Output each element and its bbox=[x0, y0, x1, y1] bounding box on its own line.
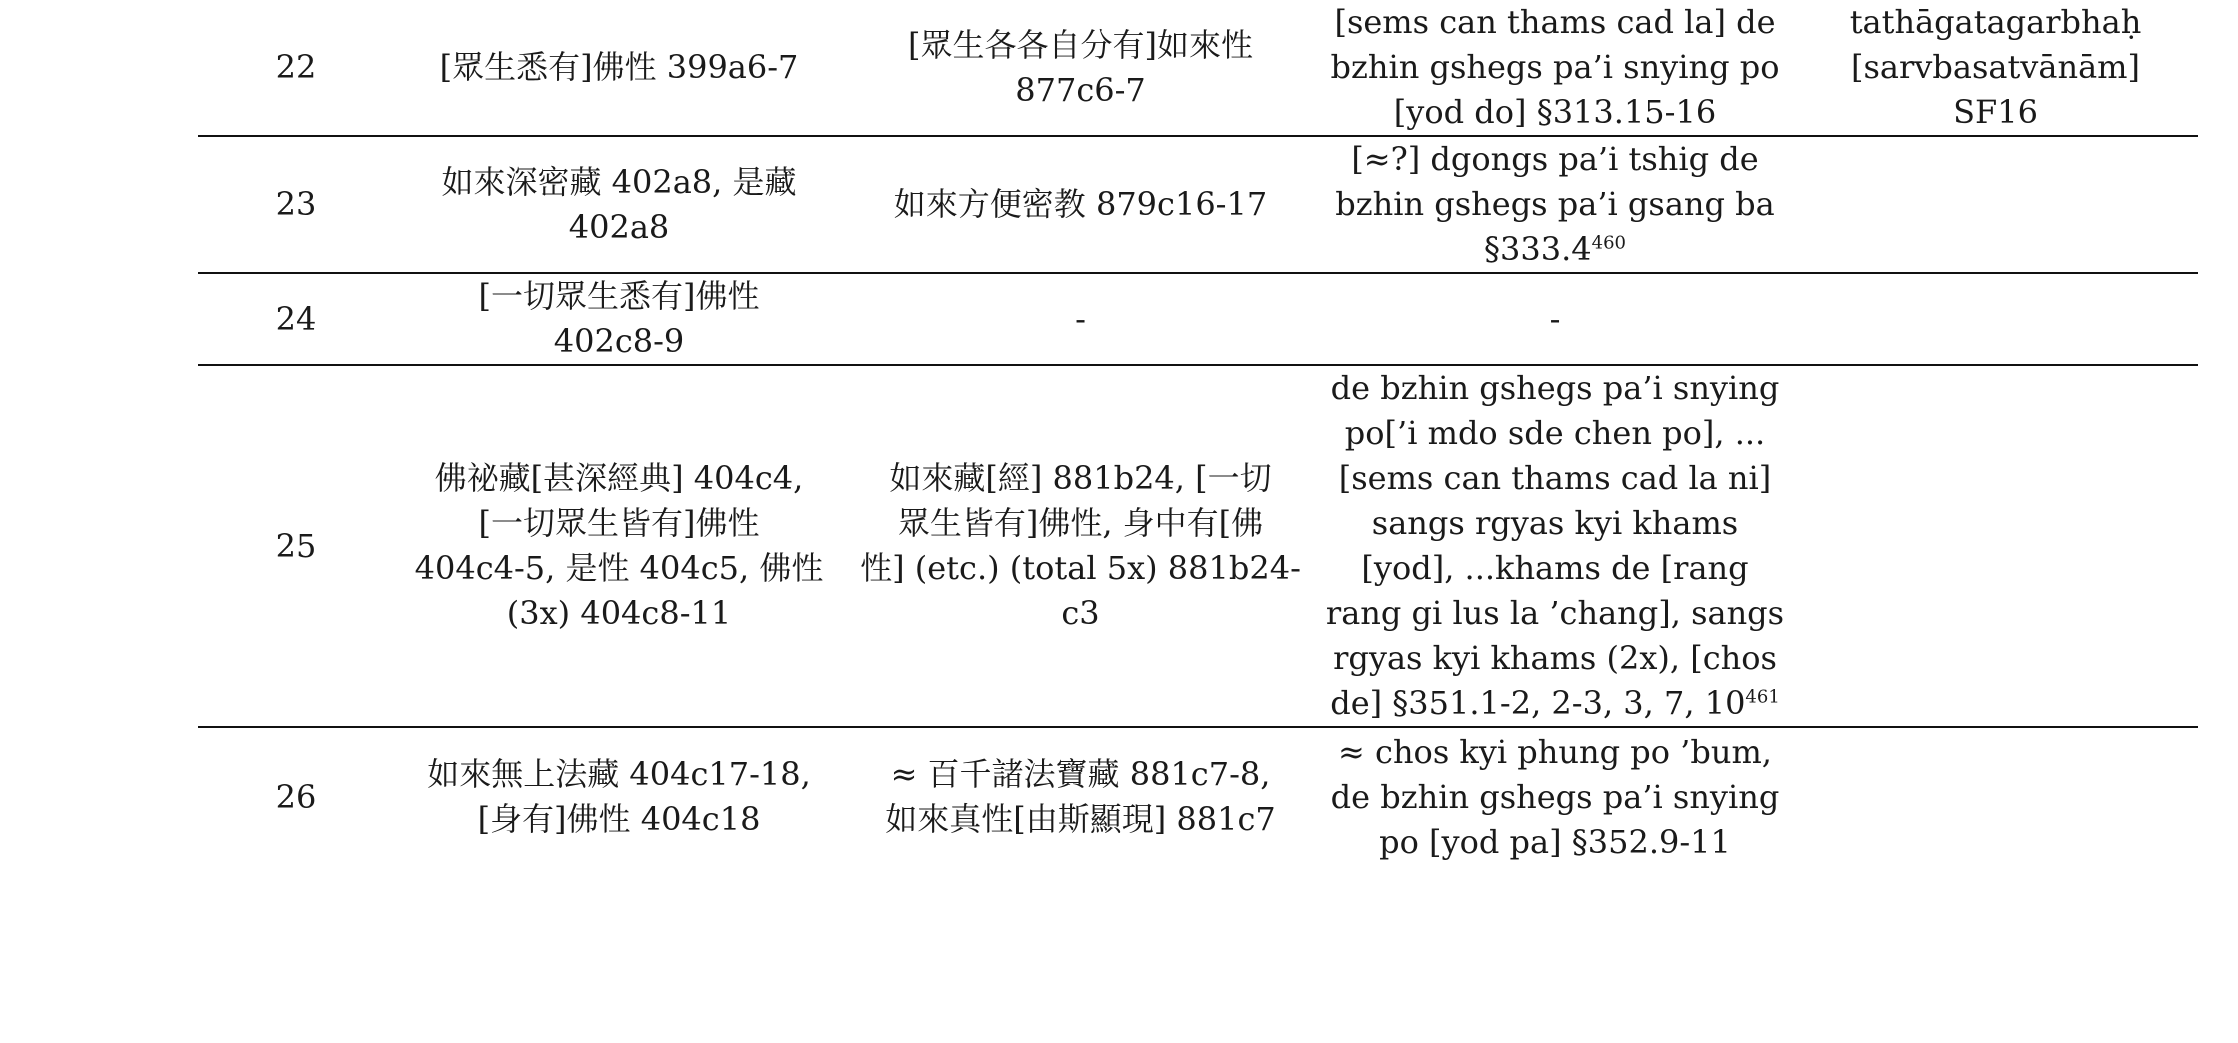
row-number-cell bbox=[198, 0, 394, 136]
tibetan-text-text: ≈ chos kyi phung po ’bum, bbox=[1338, 732, 1772, 771]
chinese-text-b-line bbox=[844, 23, 1317, 68]
chinese-text-b-cell bbox=[844, 136, 1317, 273]
tibetan-text-line bbox=[1317, 0, 1793, 45]
tibetan-text-line bbox=[1317, 501, 1793, 546]
chinese-text-b-cell bbox=[844, 0, 1317, 136]
row-number-cell bbox=[198, 273, 394, 365]
table-body bbox=[198, 0, 2198, 866]
chinese-text-b-line bbox=[844, 546, 1317, 591]
chinese-text-a-text: 佛祕藏[甚深經典] 404c4, bbox=[434, 459, 804, 497]
chinese-text-b-cell bbox=[844, 365, 1317, 727]
sanskrit-text-line bbox=[1793, 0, 2198, 45]
chinese-text-b-line bbox=[844, 182, 1317, 227]
tibetan-text-cell bbox=[1317, 0, 1793, 136]
chinese-text-b-text: 如來真性[由斯顯現] 881c7 bbox=[885, 800, 1276, 838]
row-number: 23 bbox=[275, 185, 317, 223]
comparison-table bbox=[198, 0, 2198, 866]
table-row bbox=[198, 0, 2198, 136]
chinese-text-b-text: c3 bbox=[1061, 594, 1100, 632]
chinese-text-b-line bbox=[844, 752, 1317, 797]
chinese-text-b-text: 877c6-7 bbox=[1015, 70, 1146, 109]
chinese-text-a-line bbox=[394, 456, 844, 501]
sanskrit-text-line bbox=[1793, 45, 2198, 90]
sanskrit-text-text: SF16 bbox=[1953, 93, 2038, 131]
chinese-text-a-text: 402c8-9 bbox=[553, 322, 685, 360]
tibetan-text-text: de] §351.1-2, 2-3, 3, 7, 10 bbox=[1330, 684, 1746, 722]
row-number-cell bbox=[198, 365, 394, 727]
chinese-text-b-text: 眾生皆有]佛性, 身中有[佛 bbox=[897, 504, 1264, 542]
tibetan-text-text: po[’i mdo sde chen po], ... bbox=[1344, 414, 1766, 452]
row-number-cell bbox=[198, 136, 394, 273]
tibetan-text-line bbox=[1317, 90, 1793, 135]
footnote-marker[interactable]: 460 bbox=[1591, 232, 1626, 254]
tibetan-text-line bbox=[1317, 730, 1793, 775]
chinese-text-a-line bbox=[394, 797, 844, 842]
row-number-cell bbox=[198, 727, 394, 866]
table-row bbox=[198, 365, 2198, 727]
row-number: 26 bbox=[275, 777, 317, 816]
tibetan-text-line bbox=[1317, 297, 1793, 342]
tibetan-text-text: [yod], ...khams de [rang bbox=[1361, 549, 1749, 587]
tibetan-text-cell bbox=[1317, 727, 1793, 866]
chinese-text-a-text: [一切眾生悉有]佛性 bbox=[478, 277, 760, 315]
sanskrit-text-line bbox=[1793, 90, 2198, 135]
chinese-text-b-text: - bbox=[1075, 299, 1086, 338]
tibetan-text-text: [yod do] §313.15-16 bbox=[1393, 93, 1717, 131]
chinese-text-a-text: 如來深密藏 402a8, 是藏 bbox=[441, 162, 797, 201]
tibetan-text-cell bbox=[1317, 273, 1793, 365]
sanskrit-text-text: [sarvbasatvānām] bbox=[1851, 48, 2140, 86]
chinese-text-b-text: 如來方便密教 879c16-17 bbox=[893, 185, 1268, 223]
sanskrit-text-cell bbox=[1793, 727, 2198, 866]
chinese-text-a-line bbox=[394, 501, 844, 546]
tibetan-text-text: de bzhin gshegs pa’i snying bbox=[1330, 369, 1780, 407]
tibetan-text-text: bzhin gshegs pa’i gsang ba bbox=[1335, 185, 1775, 223]
tibetan-text-text: po [yod pa] §352.9-11 bbox=[1379, 822, 1731, 861]
tibetan-text-line bbox=[1317, 137, 1793, 182]
chinese-text-b-line bbox=[844, 297, 1317, 342]
tibetan-text-text: bzhin gshegs pa’i snying po bbox=[1330, 48, 1780, 86]
tibetan-text-line bbox=[1317, 546, 1793, 591]
chinese-text-b-cell bbox=[844, 273, 1317, 365]
tibetan-text-line bbox=[1317, 456, 1793, 501]
tibetan-text-cell bbox=[1317, 365, 1793, 727]
tibetan-text-text: §333.4 bbox=[1484, 230, 1592, 268]
chinese-text-a-line bbox=[394, 752, 844, 797]
chinese-text-a-cell bbox=[394, 0, 844, 136]
sanskrit-text-text: tathāgatagarbhaḥ bbox=[1849, 3, 2142, 41]
sanskrit-text-cell bbox=[1793, 0, 2198, 136]
table-row bbox=[198, 273, 2198, 365]
table-row bbox=[198, 727, 2198, 866]
chinese-text-b-line bbox=[844, 797, 1317, 842]
chinese-text-a-line bbox=[394, 45, 844, 90]
chinese-text-a-line bbox=[394, 319, 844, 364]
row-number: 25 bbox=[275, 526, 317, 565]
chinese-text-b-line bbox=[844, 456, 1317, 501]
chinese-text-b-line bbox=[844, 68, 1317, 113]
chinese-text-a-cell bbox=[394, 365, 844, 727]
chinese-text-a-cell bbox=[394, 136, 844, 273]
chinese-text-a-text: 402a8 bbox=[568, 207, 670, 246]
chinese-text-b-line bbox=[844, 591, 1317, 636]
chinese-text-b-cell bbox=[844, 727, 1317, 866]
sanskrit-text-cell bbox=[1793, 273, 2198, 365]
tibetan-text-line bbox=[1317, 636, 1793, 681]
tibetan-text-text: [sems can thams cad la] de bbox=[1334, 3, 1776, 41]
chinese-text-a-cell bbox=[394, 727, 844, 866]
tibetan-text-text: de bzhin gshegs pa’i snying bbox=[1330, 777, 1780, 816]
row-number: 24 bbox=[275, 299, 317, 338]
tibetan-text-line bbox=[1317, 411, 1793, 456]
chinese-text-a-line bbox=[394, 546, 844, 591]
sanskrit-text-cell bbox=[1793, 365, 2198, 727]
chinese-text-a-line bbox=[394, 160, 844, 205]
tibetan-text-line bbox=[1317, 45, 1793, 90]
tibetan-text-text: rang gi lus la ’chang], sangs bbox=[1325, 594, 1785, 632]
chinese-text-a-text: [一切眾生皆有]佛性 bbox=[478, 504, 760, 542]
chinese-text-a-text: 如來無上法藏 404c17-18, bbox=[427, 755, 811, 793]
chinese-text-b-text: ≈ 百千諸法寶藏 881c7-8, bbox=[890, 755, 1271, 793]
chinese-text-a-text: 404c4-5, 是性 404c5, 佛性 bbox=[414, 549, 824, 587]
chinese-text-b-line bbox=[844, 501, 1317, 546]
chinese-text-a-cell bbox=[394, 273, 844, 365]
tibetan-text-text: - bbox=[1549, 299, 1561, 338]
tibetan-text-line bbox=[1317, 681, 1793, 726]
tibetan-text-line bbox=[1317, 182, 1793, 227]
chinese-text-a-line bbox=[394, 205, 844, 250]
chinese-text-a-text: [身有]佛性 404c18 bbox=[477, 800, 761, 838]
table-row bbox=[198, 136, 2198, 273]
chinese-text-a-text: [眾生悉有]佛性 399a6-7 bbox=[439, 48, 799, 86]
tibetan-text-text: rgyas kyi khams (2x), [chos bbox=[1333, 639, 1777, 677]
tibetan-text-line bbox=[1317, 227, 1793, 272]
tibetan-text-line bbox=[1317, 591, 1793, 636]
tibetan-text-line bbox=[1317, 820, 1793, 865]
tibetan-text-text: [≈?] dgongs pa’i tshig de bbox=[1351, 140, 1759, 178]
row-number: 22 bbox=[275, 48, 317, 86]
chinese-text-a-line bbox=[394, 274, 844, 319]
tibetan-text-line bbox=[1317, 366, 1793, 411]
footnote-marker[interactable]: 461 bbox=[1745, 686, 1780, 708]
chinese-text-b-text: [眾生各各自分有]如來性 bbox=[908, 25, 1253, 64]
chinese-text-a-text: (3x) 404c8-11 bbox=[506, 594, 732, 632]
sanskrit-text-cell bbox=[1793, 136, 2198, 273]
tibetan-text-text: [sems can thams cad la ni] bbox=[1338, 459, 1772, 497]
tibetan-text-line bbox=[1317, 775, 1793, 820]
tibetan-text-cell bbox=[1317, 136, 1793, 273]
chinese-text-b-text: 如來藏[經] 881b24, [一切 bbox=[889, 459, 1272, 497]
chinese-text-b-text: 性] (etc.) (total 5x) 881b24- bbox=[860, 549, 1301, 587]
tibetan-text-text: sangs rgyas kyi khams bbox=[1371, 504, 1739, 542]
chinese-text-a-line bbox=[394, 591, 844, 636]
